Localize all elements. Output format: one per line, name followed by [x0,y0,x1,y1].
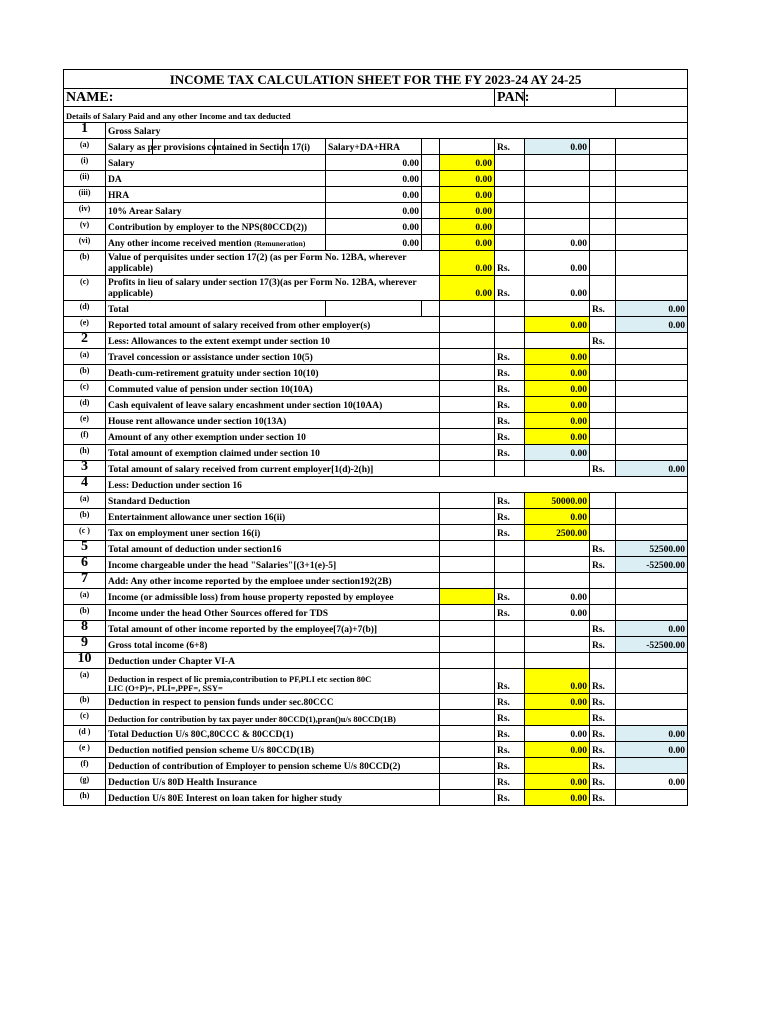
row-letter: (a) [64,669,106,694]
row-label: Entertainment allowance uner section 16(ii) [106,509,440,525]
hra-input[interactable]: 0.00 [440,187,495,203]
row-label: Add: Any other income reported by the emploee under section192(2B) [106,573,440,589]
row-label: Deduction in respect to pension funds under sec.80CCC [106,694,440,710]
rs-label: Rs. [590,694,616,710]
row-letter: (b) [64,605,106,621]
rs-label: Rs. [495,589,525,605]
rs-label: Rs. [495,790,525,806]
row-letter: (f) [64,758,106,774]
row-label: Death-cum-retirement gratuity under section 10(10) [106,365,440,381]
row-letter: (f) [64,429,106,445]
gratuity-input[interactable]: 0.00 [525,365,590,381]
row-letter: (d ) [64,726,106,742]
row-label: Income under the head Other Sources offered for TDS [106,605,440,621]
row-label: 10% Arear Salary [106,203,326,219]
rs-label: Rs. [495,493,525,509]
section-number: 10 [64,653,106,669]
other-employer-input[interactable]: 0.00 [525,317,590,333]
row-letter: (ii) [64,171,106,187]
total-salary-value: 0.00 [616,301,688,317]
row-value: 0.00 [525,605,590,621]
row-label: Gross Salary [106,123,688,139]
sheet-title: INCOME TAX CALCULATION SHEET FOR THE FY 2023-24 AY 24-25 [64,70,688,89]
row-label: HRA [106,187,326,203]
arear-salary-input[interactable]: 0.00 [440,203,495,219]
row-letter: (h) [64,790,106,806]
tax-on-employment-input[interactable]: 2500.00 [525,525,590,541]
row-total: 0.00 [616,317,688,333]
row-letter: (e) [64,317,106,333]
profits-in-lieu-input[interactable]: 0.00 [440,276,495,301]
rs-label: Rs. [495,429,525,445]
rs-label: Rs. [495,669,525,694]
row-letter: (h) [64,445,106,461]
row-label: Commuted value of pension under section 10(10A) [106,381,440,397]
rs-label: Rs. [590,301,616,317]
row-label: Contribution by employer to the NPS(80CCD(2)) [106,219,326,235]
computed-value: 0.00 [326,203,422,219]
row-label: Total [106,301,326,317]
row-label: Reported total amount of salary received from other employer(s) [106,317,440,333]
row-letter: (a) [64,349,106,365]
row-label: DA [106,171,326,187]
section-80ccd1b-input[interactable]: 0.00 [525,742,590,758]
details-heading: Details of Salary Paid and any other Income and tax deducted [64,107,688,123]
rs-label: Rs. [495,397,525,413]
section-80ccc-input[interactable]: 0.00 [525,694,590,710]
commuted-pension-input[interactable]: 0.00 [525,381,590,397]
row-label: Profits in lieu of salary under section 17(3)(as per Form No. 12BA, wherever applicable) [106,276,440,301]
rs-label: Rs. [495,525,525,541]
row-note: Salary+DA+HRA [326,139,422,155]
row-label: Less: Allowances to the extent exempt under section 10 [106,333,440,349]
section-number: 3 [64,461,106,477]
rs-label: Rs. [590,726,616,742]
rs-label: Rs. [590,758,616,774]
computed-value: 0.00 [326,187,422,203]
computed-value: 0.00 [326,171,422,187]
row-letter: (d) [64,397,106,413]
rs-label: Rs. [590,461,616,477]
row-total: 52500.00 [616,541,688,557]
row-total: -52500.00 [616,637,688,653]
leave-encashment-input[interactable]: 0.00 [525,397,590,413]
entertainment-allowance-input[interactable]: 0.00 [525,509,590,525]
rs-label: Rs. [495,694,525,710]
rs-label: Rs. [590,790,616,806]
row-label: Income (or admissible loss) from house property reposted by employee [106,589,440,605]
row-total: 0.00 [616,461,688,477]
section-80d-input[interactable]: 0.00 [525,774,590,790]
row-label: House rent allowance under section 10(13A) [106,413,440,429]
section-80ccd1-input[interactable] [525,710,590,726]
salary-17-1-value: 0.00 [525,139,590,155]
pan-value[interactable] [525,89,616,107]
row-letter: (iv) [64,203,106,219]
row-label: Deduction U/s 80D Health Insurance [106,774,440,790]
row-total: 0.00 [616,726,688,742]
rs-label: Rs. [495,509,525,525]
rs-label: Rs. [495,726,525,742]
row-label: Gross total income (6+8) [106,637,440,653]
row-letter: (iii) [64,187,106,203]
rs-label: Rs. [590,637,616,653]
section-number: 4 [64,477,106,493]
section-number: 7 [64,573,106,589]
row-letter: (a) [64,493,106,509]
row-letter: (g) [64,774,106,790]
row-label: Less: Deduction under section 16 [106,477,688,493]
row-letter: (b) [64,251,106,276]
rs-label: Rs. [495,742,525,758]
section-number: 1 [64,123,106,139]
row-label: Salary as per provisions contained in Section 17(i) [106,139,326,155]
rs-label: Rs. [495,365,525,381]
row-letter: (c) [64,710,106,726]
row-label: Total amount of exemption claimed under section 10 [106,445,440,461]
computed-value: 0.00 [326,219,422,235]
rs-label: Rs. [495,413,525,429]
row-letter: (b) [64,365,106,381]
row-total: 0.00 [616,621,688,637]
da-input[interactable]: 0.00 [440,171,495,187]
row-letter: (c) [64,276,106,301]
row-label: Deduction U/s 80E Interest on loan taken for higher study [106,790,440,806]
section-number: 6 [64,557,106,573]
row-label: Standard Deduction [106,493,440,509]
row-value: 0.00 [525,726,590,742]
section-80ccd2-input[interactable] [525,758,590,774]
row-label: Total amount of salary received from current employer[1(d)-2(h)] [106,461,440,477]
row-letter: (v) [64,219,106,235]
rs-label: Rs. [495,276,525,301]
computed-value: 0.00 [326,235,422,251]
row-label: Total amount of other income reported by the employee[7(a)+7(b)] [106,621,440,637]
rs-label: Rs. [590,621,616,637]
salary-input[interactable]: 0.00 [440,155,495,171]
total-exemption-value: 0.00 [525,445,590,461]
section-number: 9 [64,637,106,653]
row-label: Salary [106,155,326,171]
row-letter: (a) [64,139,106,155]
row-value: 0.00 [525,276,590,301]
rs-label: Rs. [495,774,525,790]
rs-label: Rs. [590,710,616,726]
row-label: Amount of any other exemption under section 10 [106,429,440,445]
row-label: Total Deduction U/s 80C,80CCC & 80CCD(1) [106,726,440,742]
nps-employer-input[interactable]: 0.00 [440,219,495,235]
rs-label: Rs. [495,381,525,397]
row-label: Tax on employment uner section 16(i) [106,525,440,541]
row-label: Value of perquisites under section 17(2) (as per Form No. 12BA, wherever applicable) [106,251,440,276]
other-income-input[interactable]: 0.00 [440,235,495,251]
row-total: 0.00 [616,774,688,790]
section-number: 2 [64,333,106,349]
rs-label: Rs. [495,445,525,461]
row-letter: (d) [64,301,106,317]
rs-label: Rs. [590,774,616,790]
section-number: 8 [64,621,106,637]
row-letter: (c ) [64,525,106,541]
rs-label: Rs. [590,557,616,573]
section-80c-input[interactable]: 0.00 [525,669,590,694]
section-80e-input[interactable]: 0.00 [525,790,590,806]
row-letter: (e) [64,413,106,429]
row-letter: (a) [64,589,106,605]
rs-label: Rs. [590,541,616,557]
row-value: 0.00 [525,251,590,276]
rs-label: Rs. [590,669,616,694]
row-letter: (vi) [64,235,106,251]
rs-label: Rs. [590,333,616,349]
row-letter: (i) [64,155,106,171]
section-number: 5 [64,541,106,557]
rs-label: Rs. [495,349,525,365]
rs-label: Rs. [590,742,616,758]
row-letter: (b) [64,694,106,710]
row-value: 0.00 [525,235,590,251]
row-value: 0.00 [525,589,590,605]
row-label: Deduction of contribution of Employer to pension scheme U/s 80CCD(2) [106,758,440,774]
computed-value: 0.00 [326,155,422,171]
row-label: Any other income received mention (Remuneration) [106,235,326,251]
standard-deduction-input[interactable]: 50000.00 [525,493,590,509]
row-letter: (c) [64,381,106,397]
perquisites-input[interactable]: 0.00 [440,251,495,276]
rs-label: Rs. [495,758,525,774]
row-total: 0.00 [616,742,688,758]
row-letter: (e ) [64,742,106,758]
house-property-input[interactable] [440,589,495,605]
row-label: Deduction in respect of lic premia,contribution to PF,PLI etc section 80C LIC (O+P)=, PLI=,PPF=, SSY= [106,669,440,694]
row-label: Total amount of deduction under section16 [106,541,440,557]
row-label: Income chargeable under the head "Salaries"[(3+1(e)-5] [106,557,440,573]
tax-calculation-table [63,69,688,806]
rs-label: Rs. [495,605,525,621]
rs-label: Rs. [495,251,525,276]
row-label: Travel concession or assistance under section 10(5) [106,349,440,365]
other-exemption-input[interactable]: 0.00 [525,429,590,445]
pan-label: PAN: [495,89,525,107]
travel-concession-input[interactable]: 0.00 [525,349,590,365]
name-label: NAME: [64,89,495,107]
row-label: Cash equivalent of leave salary encashment under section 10(10AA) [106,397,440,413]
rs-label: Rs. [495,139,525,155]
row-total: -52500.00 [616,557,688,573]
row-label: Deduction notified pension scheme U/s 80CCD(1B) [106,742,440,758]
row-label: Deduction for contribution by tax payer under 80CCD(1),pran()u/s 80CCD(1B) [106,710,440,726]
hra-exemption-input[interactable]: 0.00 [525,413,590,429]
row-label: Deduction under Chapter VI-A [106,653,440,669]
rs-label: Rs. [495,710,525,726]
row-letter: (b) [64,509,106,525]
